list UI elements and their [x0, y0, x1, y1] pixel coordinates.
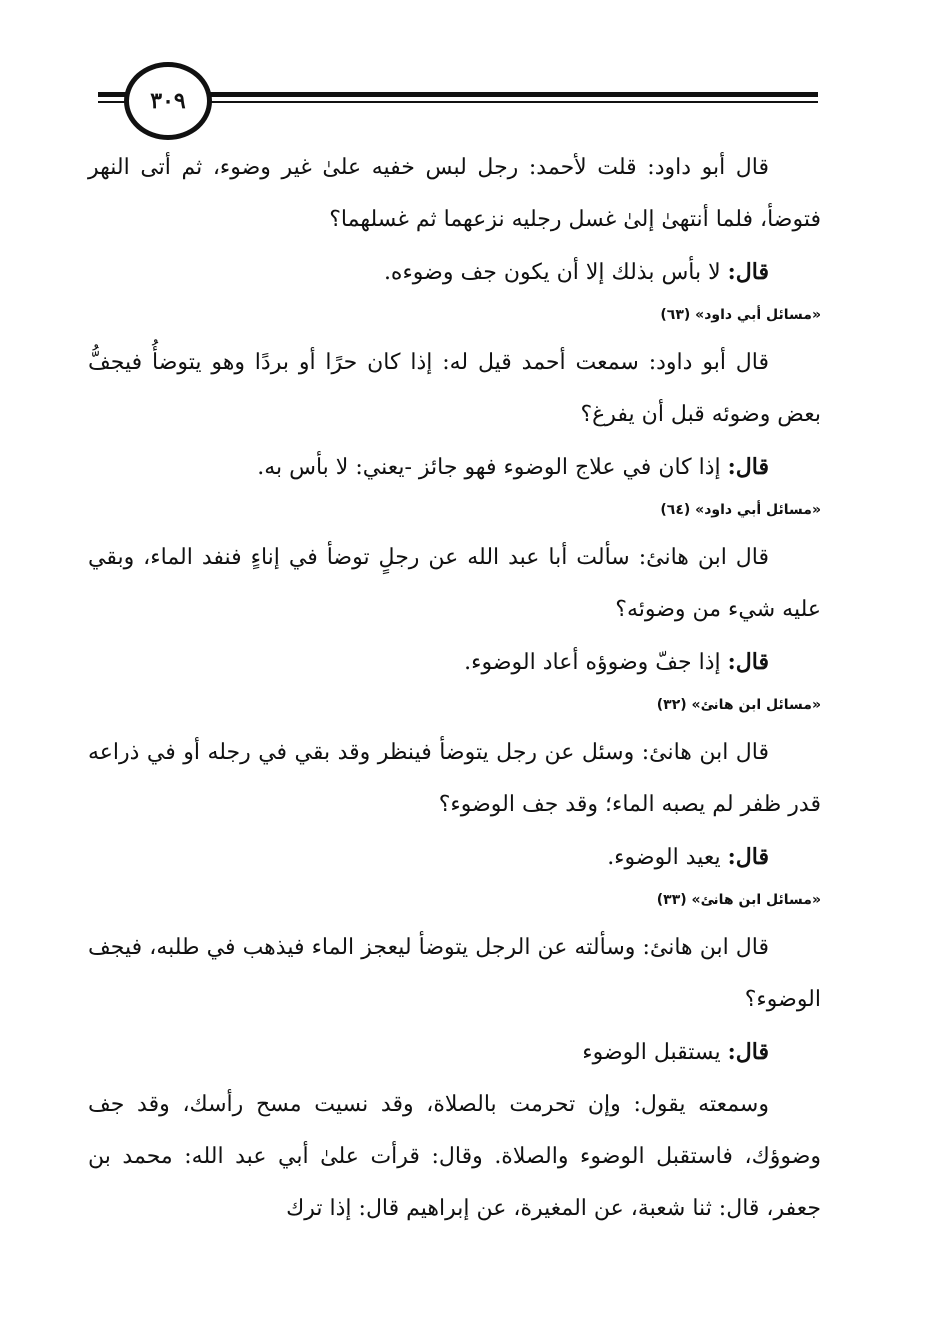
page-body [88, 142, 821, 1235]
answer-paragraph [88, 246, 821, 299]
source-reference: «مسائل ابن هانئ» (٣٢) [656, 697, 821, 713]
answer-paragraph [88, 1026, 821, 1079]
paragraph-text: قال ابن هانئ: سألت أبا عبد الله عن رجلٍ توضأ في إناءٍ فنفد الماء، وبقي عليه شيء من وضوئه؟ [88, 545, 821, 622]
speaker-label: قال: [727, 259, 769, 285]
answer-paragraph [88, 831, 821, 884]
source-reference: «مسائل ابن هانئ» (٣٣) [656, 892, 821, 908]
paragraph-text: قال ابن هانئ: وسئل عن رجل يتوضأ فينظر وقد بقي في رجله أو في ذراعه قدر ظفر لم يصبه الماء؛ وقد جف الوضوء؟ [88, 740, 821, 817]
question-paragraph [88, 337, 821, 441]
speaker-label: قال: [727, 454, 769, 480]
paragraph-text: يستقبل الوضوء [582, 1040, 721, 1065]
paragraph-text: قال أبو داود: قلت لأحمد: رجل لبس خفيه علىٰ غير وضوء، ثم أتى النهر فتوضأ، فلما أنتهىٰ إلىٰ غسل رجليه نزعهما ثم غسلهما؟ [88, 155, 821, 232]
paragraph-text: وسمعته يقول: وإن تحرمت بالصلاة، وقد نسيت مسح رأسك، وقد جف وضوؤك، فاستقبل الوضوء والصلاة. وقال: قرأت علىٰ أبي عبد الله: محمد بن جعفر، قال: ثنا شعبة، عن المغيرة، عن إبراهيم قال: إذا ترك [88, 1092, 821, 1221]
question-paragraph [88, 532, 821, 636]
question-paragraph [88, 922, 821, 1026]
paragraph-text: لا بأس بذلك إلا أن يكون جف وضوءه. [383, 260, 721, 285]
paragraph-text: إذا كان في علاج الوضوء فهو جائز -يعني: لا بأس به. [257, 455, 721, 480]
page-number: ٣٠٩ [150, 88, 186, 114]
page-header [0, 0, 931, 140]
speaker-label: قال: [727, 844, 769, 870]
source-reference: «مسائل أبي داود» (٦٤) [660, 502, 821, 518]
paragraph-text: قال أبو داود: سمعت أحمد قيل له: إذا كان حرًا أو بردًا وهو يتوضأُ فيجفُّ بعض وضوئه قبل أن يفرغ؟ [88, 350, 821, 427]
question-paragraph [88, 142, 821, 246]
question-paragraph [88, 1079, 821, 1235]
answer-paragraph [88, 441, 821, 494]
paragraph-text: يعيد الوضوء. [607, 845, 721, 870]
source-reference: «مسائل أبي داود» (٦٣) [660, 307, 821, 323]
speaker-label: قال: [727, 649, 769, 675]
question-paragraph [88, 727, 821, 831]
page-number-badge [124, 62, 212, 140]
paragraph-text: قال ابن هانئ: وسألته عن الرجل يتوضأ ليعجز الماء فيذهب في طلبه، فيجف الوضوء؟ [88, 935, 821, 1012]
paragraph-text: إذا جفّ وضوؤه أعاد الوضوء. [464, 650, 721, 675]
speaker-label: قال: [727, 1039, 769, 1065]
answer-paragraph [88, 636, 821, 689]
